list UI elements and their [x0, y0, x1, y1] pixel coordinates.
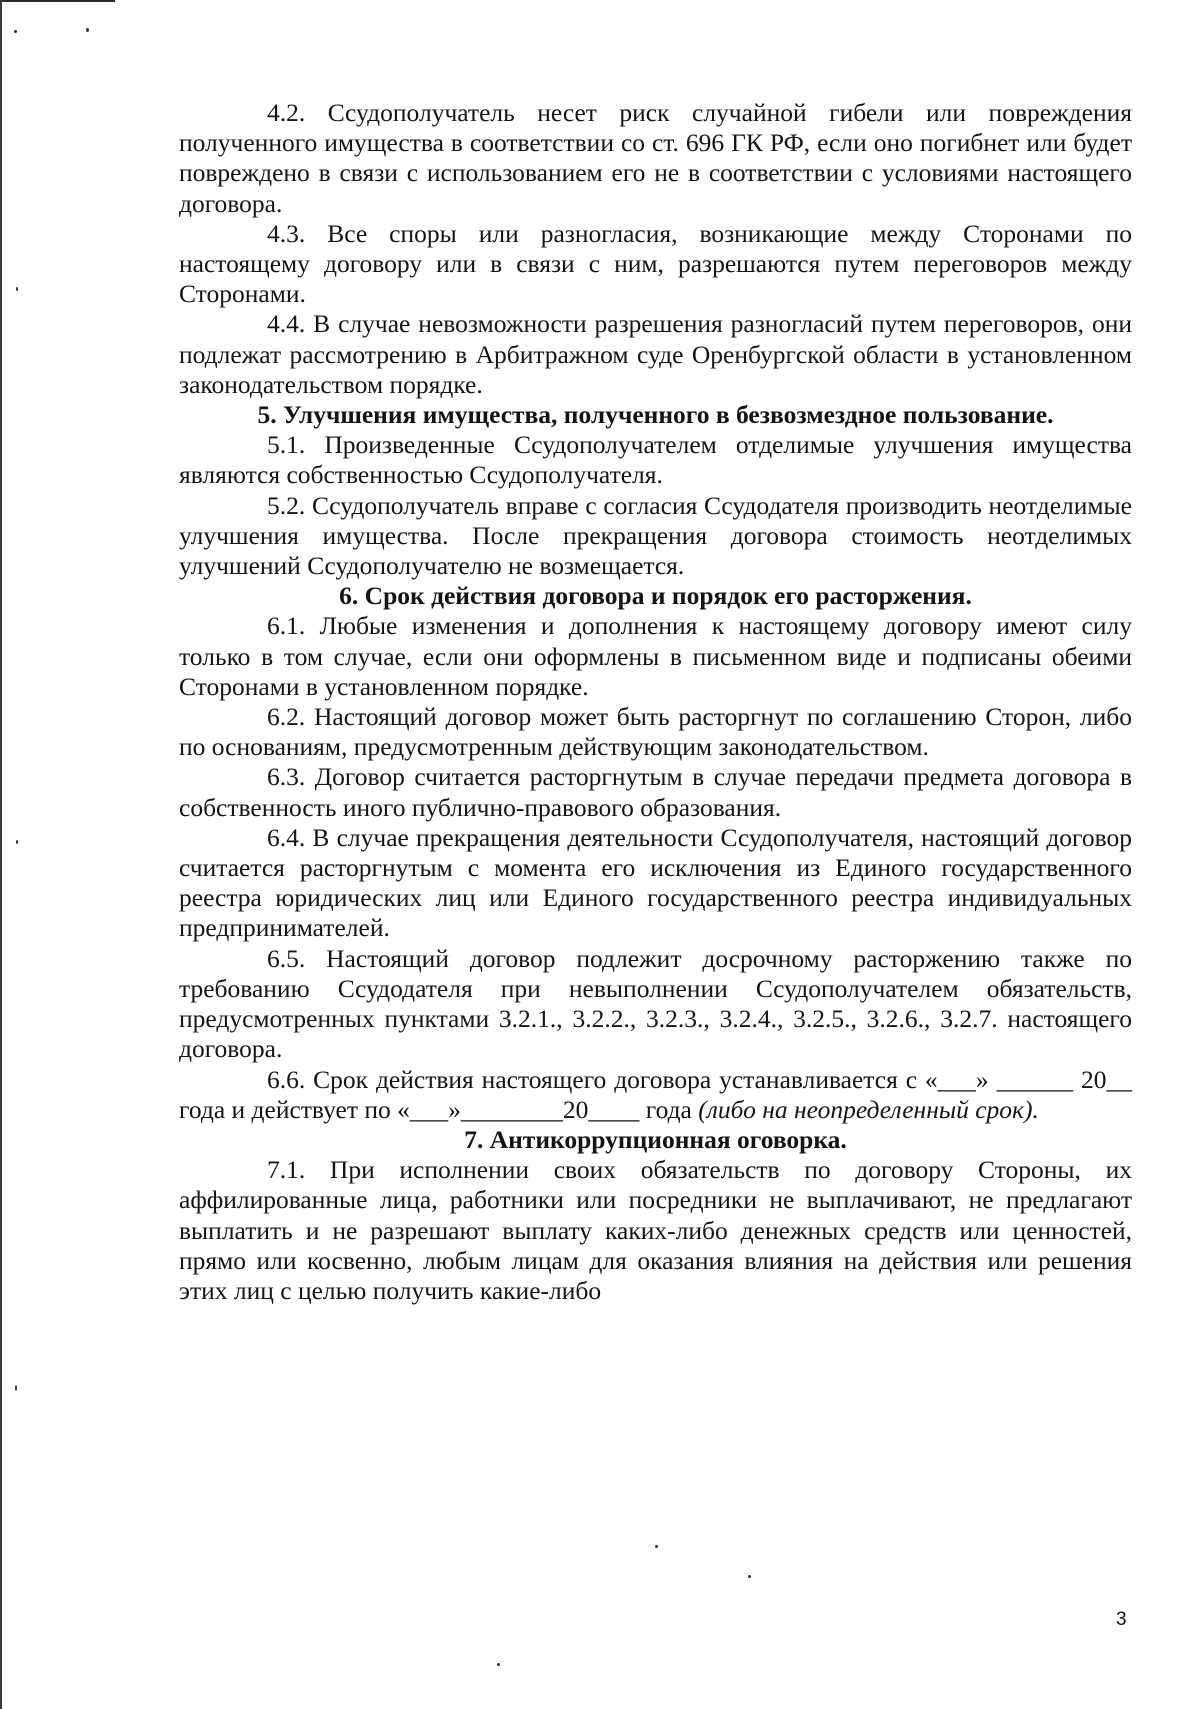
scan-edge-top [0, 0, 115, 2]
scan-speck [497, 1663, 500, 1666]
page-number: 3 [1116, 1609, 1127, 1630]
clause-6-6-text: 6.6. Срок действия настоящего договора устанавливается с «___» ______ 20__ года и действует по «___»________20____ года [179, 1064, 1132, 1124]
clause-6-2: 6.2. Настоящий договор может быть расторгнут по соглашению Сторон, либо по основаниям, предусмотренным действующим законодательством. [179, 702, 1132, 762]
scan-speck [748, 1575, 751, 1578]
clause-6-5: 6.5. Настоящий договор подлежит досрочному расторжению также по требованию Ссудодателя при невыполнении Ссудополучателем обязательств, предусмотренных пунктами 3.2.1., 3.2.2., 3.2.3., 3.2.4., 3.2.5., 3.2.6., 3.2.7. настоящего договора. [179, 943, 1132, 1064]
scan-speck [655, 1545, 658, 1548]
scan-speck [16, 840, 18, 844]
clause-4-2: 4.2. Ссудополучатель несет риск случайной гибели или повреждения полученного имущества в соответствии со ст. 696 ГК РФ, если оно погибнет или будет повреждено в связи с использованием его не в соответствии с условиями настоящего договора. [179, 98, 1132, 218]
clause-6-6-italic-note: (либо на неопределенный срок). [698, 1094, 1039, 1124]
scan-speck [15, 1385, 17, 1391]
clause-6-4: 6.4. В случае прекращения деятельности Ссудополучателя, настоящий договор считается расторгнутым с момента его исключения из Единого государственного реестра юридических лиц или Единого государственного реестра индивидуальных предпринимателей. [179, 822, 1132, 943]
scan-speck [16, 287, 18, 291]
clause-4-4: 4.4. В случае невозможности разрешения разногласий путем переговоров, они подлежат рассмотрению в Арбитражном суде Оренбургской области в установленном законодательством порядке. [179, 309, 1132, 399]
section-7-heading: 7. Антикоррупционная оговорка. [464, 1124, 847, 1154]
clause-7-1: 7.1. При исполнении своих обязательств по договору Стороны, их аффилированные лица, работники или посредники не выплачивают, не предлагают выплатить и не разрешают выплату каких-либо денежных средств или ценностей, прямо или косвенно, любым лицам для оказания влияния на действия или решения этих лиц с целью получить какие-либо [179, 1155, 1132, 1305]
clause-5-1: 5.1. Произведенные Ссудополучателем отделимые улучшения имущества являются собственностью Ссудополучателя. [179, 430, 1132, 490]
scan-speck [86, 28, 89, 32]
clause-6-6 [179, 1065, 1132, 1125]
section-6-heading: 6. Срок действия договора и порядок его расторжения. [339, 581, 972, 611]
clause-5-2: 5.2. Ссудополучатель вправе с согласия Ссудодателя производить неотделимые улучшения имущества. После прекращения договора стоимость неотделимых улучшений Ссудополучателю не возмещается. [179, 490, 1132, 581]
clause-4-3: 4.3. Все споры или разногласия, возникающие между Сторонами по настоящему договору или в связи с ним, разрешаются путем переговоров между Сторонами. [179, 218, 1132, 309]
document-page [179, 98, 1132, 1306]
section-5-heading: 5. Улучшения имущества, полученного в безвозмездное пользование. [257, 400, 1054, 430]
clause-6-1: 6.1. Любые изменения и дополнения к настоящему договору имеют силу только в том случае, если они оформлены в письменном виде и подписаны обеими Сторонами в установленном порядке. [179, 611, 1132, 701]
scan-speck [14, 30, 17, 33]
clause-6-3: 6.3. Договор считается расторгнутым в случае передачи предмета договора в собственность иного публично-правового образования. [179, 762, 1132, 822]
scan-edge-left [0, 0, 2, 1709]
